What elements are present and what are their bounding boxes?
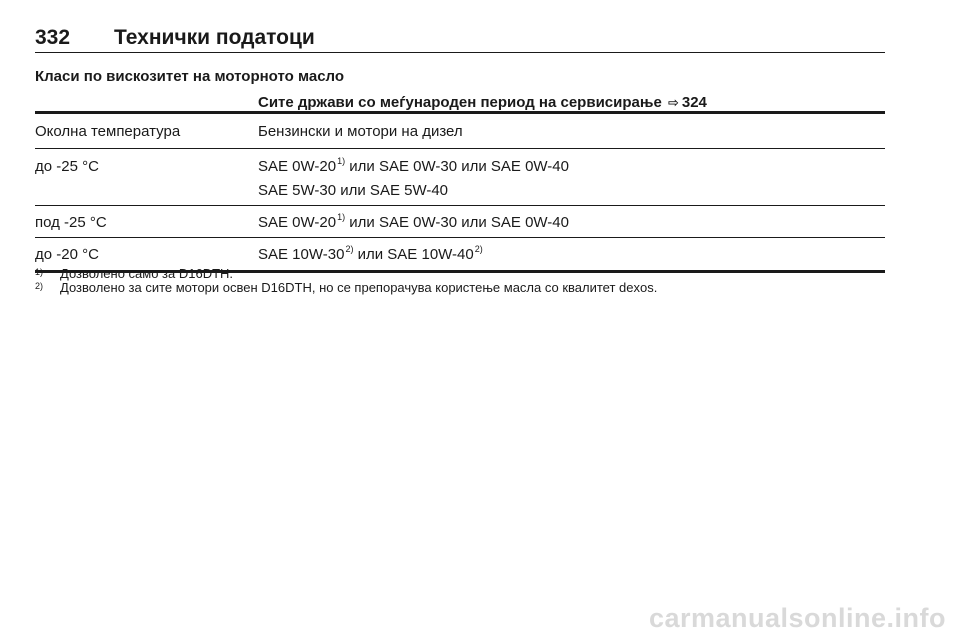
table-note-text: Сите држави со меѓународен период на сервисирање bbox=[258, 94, 662, 111]
page-header bbox=[35, 26, 885, 53]
section-title: Класи по вискозитет на моторното масло bbox=[35, 68, 345, 85]
grade-line: SAE 5W-30 или SAE 5W-40 bbox=[258, 182, 449, 199]
temp-cell: под -25 °C bbox=[35, 214, 107, 231]
footnote-ref: 2) bbox=[345, 244, 354, 254]
table-row bbox=[35, 206, 885, 237]
viscosity-table bbox=[35, 111, 885, 273]
table-note-page-ref[interactable]: 324 bbox=[681, 94, 707, 111]
temp-cell: до -20 °C bbox=[35, 246, 99, 263]
grade-text: или SAE 0W-30 или SAE 0W-40 bbox=[345, 214, 569, 231]
footnote-ref: 1) bbox=[337, 212, 346, 222]
footnote-mark: 2) bbox=[35, 281, 44, 291]
header-ambient-temperature: Околна температура bbox=[35, 123, 181, 140]
grade-text: или SAE 10W-40 bbox=[353, 246, 474, 263]
header-engine-type: Бензински и мотори на дизел bbox=[258, 123, 463, 140]
page-number: 332 bbox=[35, 26, 71, 49]
grade-text: SAE 0W-20 bbox=[258, 158, 337, 175]
table-header-row bbox=[35, 114, 885, 148]
footnote-text: Дозволено за сите мотори освен D16DTH, но се препорачува користење масла со квалитет dexos. bbox=[60, 280, 658, 295]
grade-cell bbox=[258, 158, 885, 199]
grade-text: или SAE 0W-30 или SAE 0W-40 bbox=[345, 158, 569, 175]
watermark: carmanualsonline.info bbox=[648, 603, 946, 633]
grade-text: SAE 0W-20 bbox=[258, 214, 337, 231]
table-note bbox=[258, 94, 707, 111]
table-row bbox=[35, 149, 885, 205]
footnote-mark: 1) bbox=[35, 267, 44, 277]
footnotes bbox=[35, 267, 657, 295]
temp-cell: до -25 °C bbox=[35, 158, 99, 175]
grade-line bbox=[258, 158, 885, 175]
grade-text: SAE 10W-30 bbox=[258, 246, 345, 263]
triangle-right-icon[interactable]: ⇨ bbox=[667, 95, 679, 110]
footnote bbox=[35, 267, 657, 281]
footnote-ref: 2) bbox=[474, 244, 483, 254]
footnote-ref: 1) bbox=[337, 156, 346, 166]
grade-cell bbox=[258, 246, 885, 263]
chapter-title: Технички податоци bbox=[114, 26, 315, 49]
footnote bbox=[35, 281, 657, 295]
grade-cell bbox=[258, 214, 885, 231]
footnote-text: Дозволено само за D16DTH. bbox=[60, 266, 234, 281]
